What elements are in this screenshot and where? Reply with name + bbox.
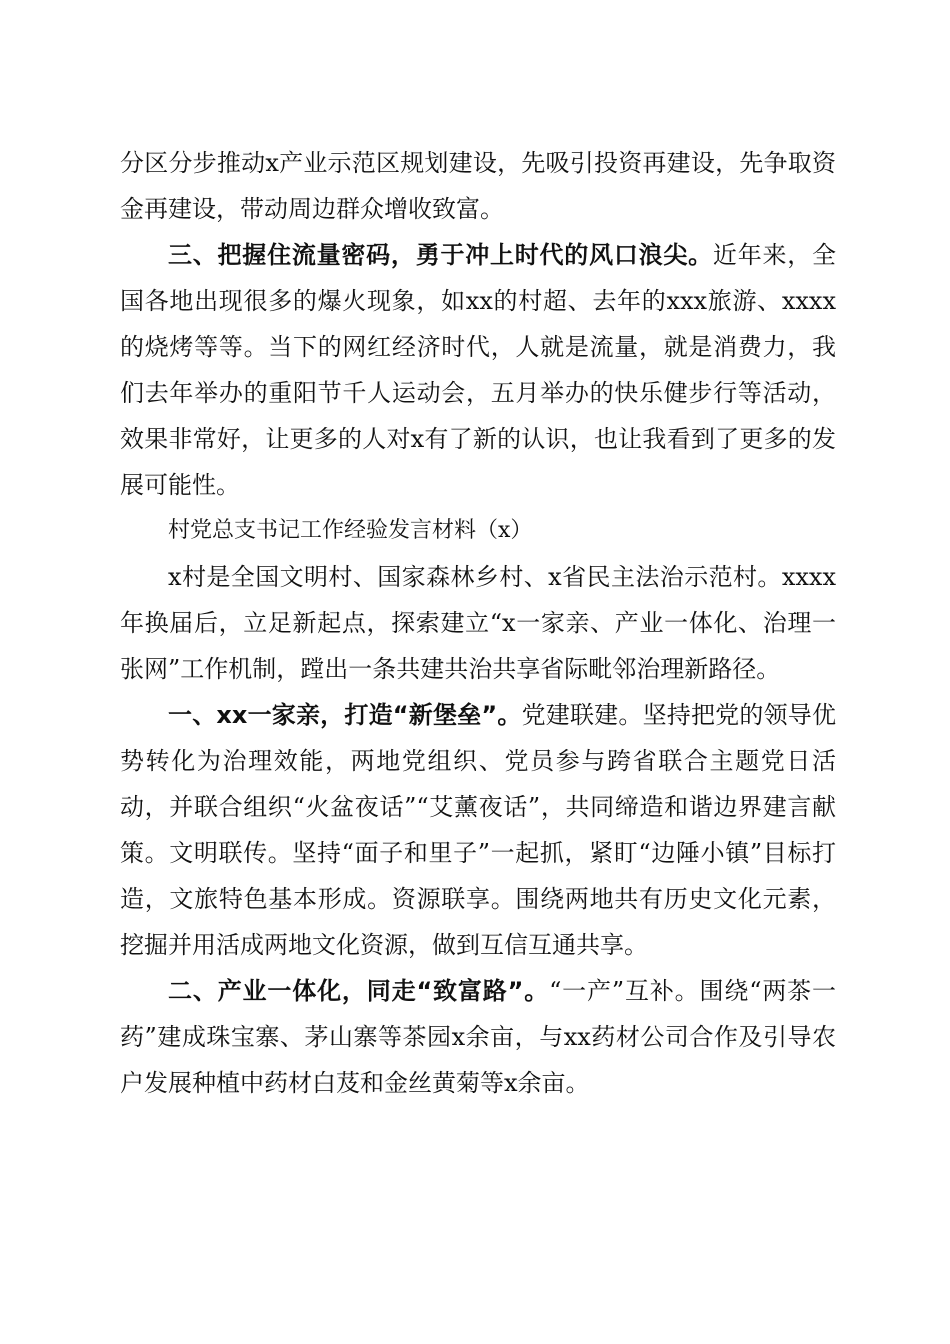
paragraph-text: 分区分步推动x产业示范区规划建设，先吸引投资再建设，先争取资金再建设，带动周边群众增收致富。	[120, 149, 836, 223]
section-heading-three: 三、把握住流量密码，勇于冲上时代的风口浪尖。	[168, 241, 713, 269]
paragraph-intro	[120, 554, 836, 692]
section-heading-two: 二、产业一体化，同走“致富路”。	[168, 977, 550, 1005]
paragraph-text: 党建联建。坚持把党的领导优势转化为治理效能，两地党组织、党员参与跨省联合主题党日活动，并联合组织“火盆夜话”“艾薰夜话”，共同缔造和谐边界建言献策。文明联传。坚持“面子和里子”一起抓，紧盯“边陲小镇”目标打造，文旅特色基本形成。资源联享。围绕两地共有历史文化元素，挖掘并用活成两地文化资源，做到互信互通共享。	[120, 701, 836, 959]
paragraph-section-three	[120, 232, 836, 508]
paragraph-section-two	[120, 968, 836, 1106]
document-subtitle	[120, 508, 836, 554]
paragraph-text: “一产”互补。围绕“两茶一药”建成珠宝寨、茅山寨等茶园x余亩，与xx药材公司合作及引导农户发展种植中药材白芨和金丝黄菊等x余亩。	[120, 977, 837, 1097]
paragraph-text: 近年来，全国各地出现很多的爆火现象，如xx的村超、去年的xxx旅游、xxxx的烧烤等等。当下的网红经济时代，人就是流量，就是消费力，我们去年举办的重阳节千人运动会，五月举办的快乐健步行等活动，效果非常好，让更多的人对x有了新的认识，也让我看到了更多的发展可能性。	[120, 241, 836, 499]
subtitle-text: 村党总支书记工作经验发言材料（x）	[168, 518, 533, 543]
document-body	[120, 140, 836, 1106]
paragraph-section-one	[120, 692, 836, 968]
section-heading-one: 一、xx一家亲，打造“新堡垒”。	[168, 701, 522, 729]
paragraph-text: x村是全国文明村、国家森林乡村、x省民主法治示范村。xxxx年换届后，立足新起点，探索建立“x一家亲、产业一体化、治理一张网”工作机制，蹚出一条共建共治共享省际毗邻治理新路径。	[120, 563, 836, 683]
paragraph-continuation	[120, 140, 836, 232]
